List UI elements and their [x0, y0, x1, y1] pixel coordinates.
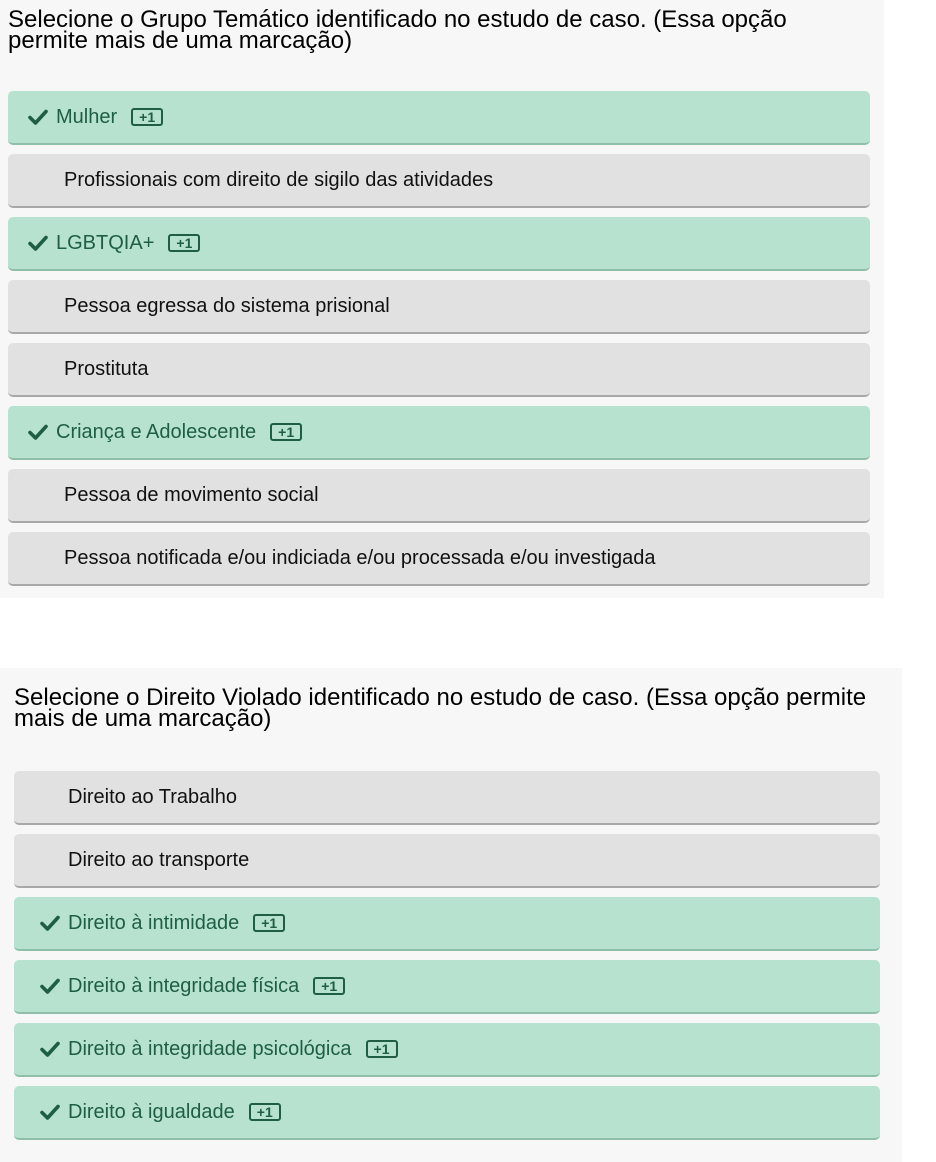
option-list — [0, 0, 884, 598]
option-crianca-e-adolescente[interactable] — [8, 406, 870, 460]
question-prompt: Selecione o Direito Violado identificado no estudo de caso. (Essa opção permite mais de uma marcação) — [14, 684, 867, 732]
option-label: Mulher — [56, 105, 118, 128]
option-pessoa-de-movimento-social[interactable] — [8, 469, 870, 523]
option-pessoa-egressa-do-sistema-prisional[interactable] — [8, 280, 870, 334]
check-icon — [40, 977, 60, 995]
option-label: Pessoa notificada e/ou indiciada e/ou processada e/ou investigada — [64, 546, 656, 569]
question-panel-grupo-tematico — [0, 0, 884, 598]
points-badge: +1 — [270, 423, 302, 441]
option-direito-ao-trabalho[interactable] — [14, 771, 880, 825]
points-badge: +1 — [249, 1103, 281, 1121]
option-direito-ao-transporte[interactable] — [14, 834, 880, 888]
points-badge: +1 — [313, 977, 345, 995]
option-label: Direito à igualdade — [68, 1100, 235, 1123]
option-label: Pessoa de movimento social — [64, 483, 319, 506]
check-icon — [28, 423, 48, 441]
question-panel-direito-violado — [0, 668, 902, 1162]
option-lgbtqia[interactable] — [8, 217, 870, 271]
option-label: Criança e Adolescente — [56, 420, 257, 443]
option-direito-a-intimidade[interactable] — [14, 897, 880, 951]
option-direito-a-igualdade[interactable] — [14, 1086, 880, 1140]
option-label: Direito à intimidade — [68, 911, 240, 934]
option-profissionais-com-direito-de-sigilo-das-atividades[interactable] — [8, 154, 870, 208]
option-label: Direito à integridade física — [68, 974, 300, 997]
check-icon — [40, 1040, 60, 1058]
check-icon — [28, 234, 48, 252]
check-icon — [28, 108, 48, 126]
points-badge: +1 — [366, 1040, 398, 1058]
option-label: Direito ao transporte — [68, 848, 250, 871]
option-pessoa-notificada-e-ou-indiciada-e-ou-processada-e-ou-investigada[interactable] — [8, 532, 870, 586]
option-label: Prostituta — [64, 357, 149, 380]
option-label: Pessoa egressa do sistema prisional — [64, 294, 390, 317]
option-label: Profissionais com direito de sigilo das atividades — [64, 168, 494, 191]
option-direito-a-integridade-psicologica[interactable] — [14, 1023, 880, 1077]
option-prostituta[interactable] — [8, 343, 870, 397]
option-direito-a-integridade-fisica[interactable] — [14, 960, 880, 1014]
option-mulher[interactable] — [8, 91, 870, 145]
check-icon — [40, 1103, 60, 1121]
option-label: LGBTQIA+ — [56, 231, 155, 254]
points-badge: +1 — [253, 914, 285, 932]
option-label: Direito à integridade psicológica — [68, 1037, 352, 1060]
points-badge: +1 — [131, 108, 163, 126]
option-label: Direito ao Trabalho — [68, 785, 237, 808]
option-list — [0, 668, 902, 1162]
check-icon — [40, 914, 60, 932]
points-badge: +1 — [168, 234, 200, 252]
question-prompt: Selecione o Grupo Temático identificado no estudo de caso. (Essa opção permite mais de uma marcação) — [8, 6, 787, 54]
